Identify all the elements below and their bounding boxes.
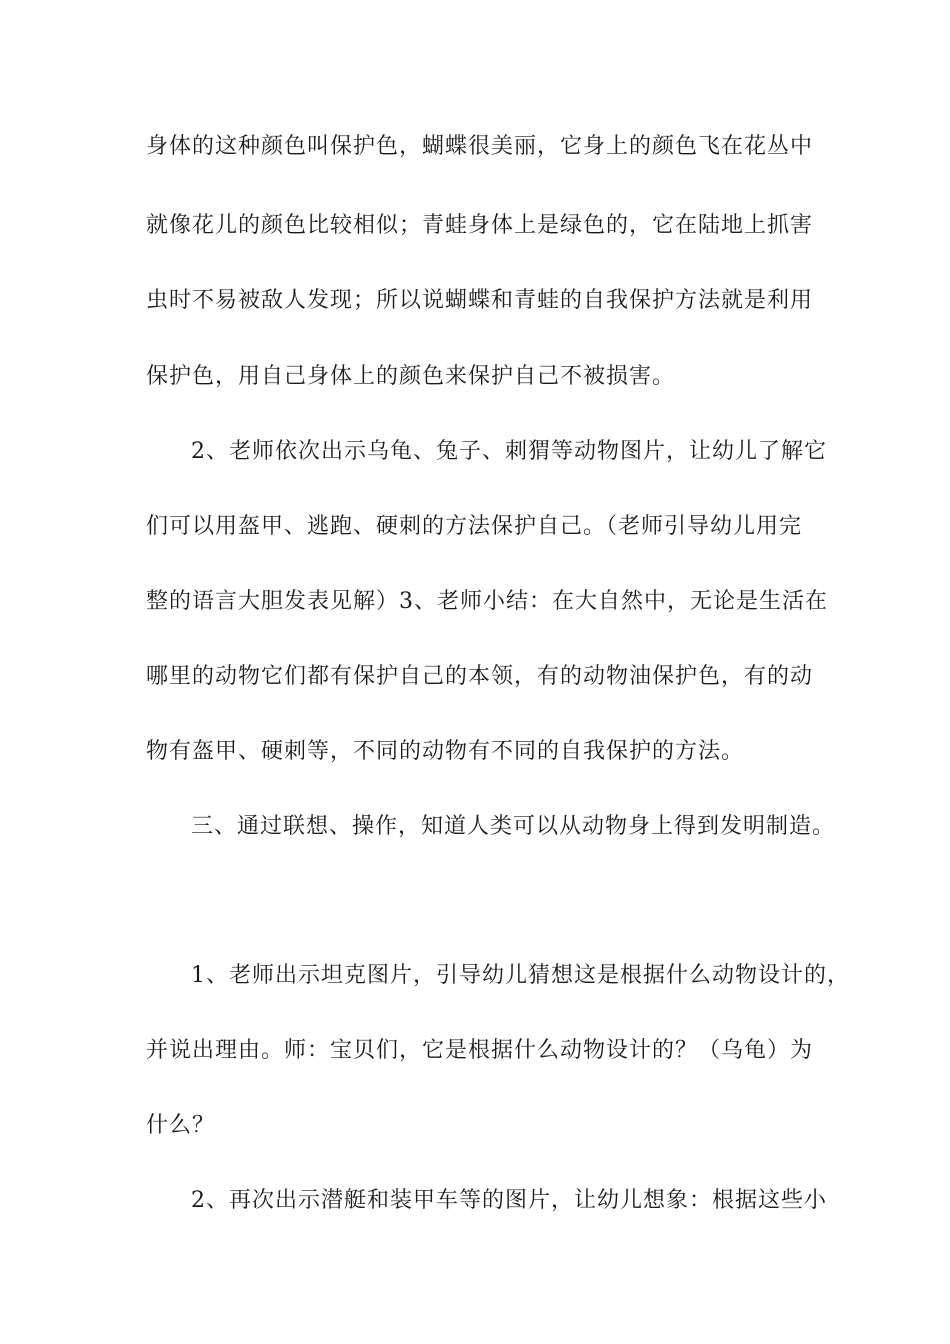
text-line: 2、再次出示潜艇和装甲车等的图片，让幼儿想象：根据这些小 xyxy=(191,1188,827,1213)
text-line: 们可以用盔甲、逃跑、硬刺的方法保护自己。（老师引导幼儿用完 xyxy=(146,514,803,539)
text-line: 身体的这种颜色叫保护色，蝴蝶很美丽，它身上的颜色飞在花丛中 xyxy=(146,134,814,159)
text-line: 哪里的动物它们都有保护自己的本领，有的动物油保护色，有的动 xyxy=(146,664,814,689)
text-line: 保护色，用自己身体上的颜色来保护自己不被损害。 xyxy=(146,364,676,389)
text-line: 整的语言大胆发表见解）3、老师小结：在大自然中，无论是生活在 xyxy=(146,589,828,614)
text-line: 物有盔甲、硬刺等，不同的动物有不同的自我保护的方法。 xyxy=(146,739,745,764)
section-heading: 三、通过联想、操作，知道人类可以从动物身上得到发明制造。 xyxy=(191,814,836,839)
text-line: 虫时不易被敌人发现；所以说蝴蝶和青蛙的自我保护方法就是利用 xyxy=(146,288,814,313)
text-line: 1、老师出示坦克图片，引导幼儿猜想这是根据什么动物设计的， xyxy=(191,963,850,988)
text-line: 2、老师依次出示乌龟、兔子、刺猬等动物图片，让幼儿了解它 xyxy=(191,439,827,464)
text-line: 就像花儿的颜色比较相似；青蛙身体上是绿色的，它在陆地上抓害 xyxy=(146,213,814,238)
text-line: 什么？ xyxy=(146,1113,216,1138)
text-line: 并说出理由。师：宝贝们，它是根据什么动物设计的？（乌龟）为 xyxy=(146,1038,814,1063)
